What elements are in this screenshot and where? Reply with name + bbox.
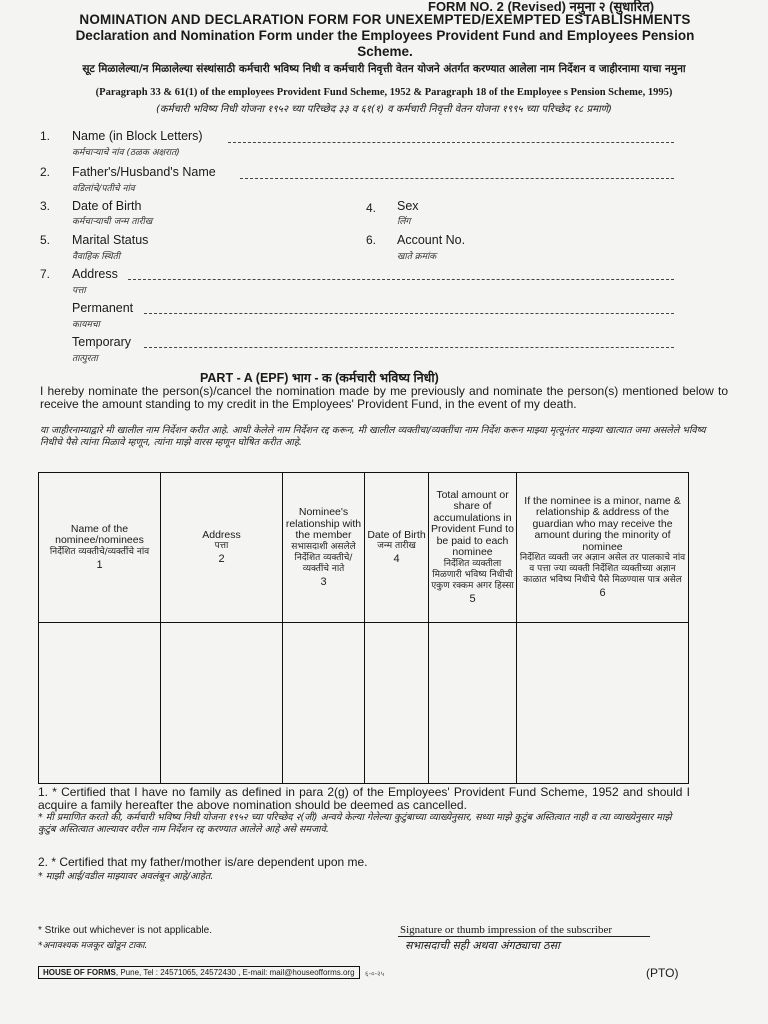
field-number: 7.: [40, 267, 51, 281]
field-sublabel: पत्ता: [72, 286, 86, 296]
field-sublabel: लिंग: [397, 217, 411, 227]
header-label: Nominee's relationship with the member: [285, 506, 362, 541]
table-row: [39, 623, 689, 784]
paragraph-reference-marathi: (कर्मचारी भविष्य निधी योजना १९५२ च्या परिच्छेद ३३ व ६१(१) व कर्मचारी निवृत्ती वेतन योजना १९९५ च्या परिच्छेद १८ प्रमाणे): [156, 104, 612, 115]
column-number: 2: [218, 553, 225, 565]
field-number: 3.: [40, 199, 51, 213]
nominee-table: [38, 472, 689, 784]
column-number: 5: [469, 592, 476, 605]
field-sublabel: कर्मचाऱ्याचे नांव (ठळक अक्षरात): [72, 148, 180, 158]
header-label-marathi: निर्देशित व्यक्तीला मिळणारी भविष्य निधीची एकुण रक्कम अगर हिस्सा: [431, 558, 514, 591]
header-label-marathi: जन्म तारीख: [377, 541, 416, 551]
nomination-statement: I hereby nominate the person(s)/cancel the nomination made by me previously and nominate the person(s) mentioned below to receive the amount standing to my credit in the Employees' Provident Fund, in the event of my death.: [40, 384, 728, 411]
field-sublabel: कर्मचाऱ्याची जन्म तारीख: [72, 217, 153, 227]
field-sublabel: वडिलांचे/पतीचे नांव: [72, 184, 135, 194]
strike-out-note-marathi: *अनावश्यक मजकूर खोडून टाका.: [38, 941, 148, 951]
header-label: Address: [202, 528, 241, 541]
table-header-row: [39, 473, 689, 623]
name-input-line[interactable]: [228, 142, 674, 143]
field-sublabel: कायमचा: [72, 320, 100, 330]
certification-1-marathi: * मी प्रमाणित करतो की, कर्मचारी भविष्य निधी योजना १९५२ च्या परिच्छेद २(जी) अन्वये केल्या गेलेल्या कुटुंबाच्या व्याख्येनुसार, सध्या माझे कुटुंब अस्तित्वात नाही व त्या व्याख्येनुसार माझे कुटुंब अस्तित्वात आल्यावर वरील नाम निर्देशन रद्द करण्यात आलेले आहे असे समजावे.: [38, 812, 672, 835]
header-label-marathi: सभासदाशी असलेले निर्देशित व्यक्तीचे/व्यक्तींचे नाते: [291, 541, 356, 574]
field-label: Name (in Block Letters): [72, 129, 203, 143]
field-label: Date of Birth: [72, 199, 142, 213]
field-number: 4.: [366, 201, 377, 215]
column-header-guardian: [517, 473, 689, 623]
address-cell[interactable]: [161, 623, 283, 784]
part-a-heading: PART - A (EPF) भाग - क (कर्मचारी भविष्य निधी): [200, 371, 439, 385]
field-sublabel: खाते क्रमांक: [397, 252, 437, 262]
publisher-imprint: [38, 966, 360, 979]
header-label: Date of Birth: [367, 528, 426, 541]
father-name-input-line[interactable]: [240, 178, 674, 179]
certification-1: 1. * Certified that I have no family as defined in para 2(g) of the Employees' Provident Fund Scheme, 1952 and should I acquire a family hereafter the above nomination should be deemed as cancelled.: [38, 785, 690, 812]
form-subtitle: Declaration and Nomination Form under the Employees Provident Fund and Employees Pension Scheme.: [75, 28, 695, 59]
field-number: 5.: [40, 233, 51, 247]
paragraph-reference: (Paragraph 33 & 61(1) of the employees Provident Fund Scheme, 1952 & Paragraph 18 of the Employee s Pension Scheme, 1995): [95, 87, 673, 98]
please-turn-over: (PTO): [646, 966, 679, 980]
header-label-marathi: पत्ता: [214, 541, 229, 551]
publisher-name: HOUSE OF FORMS: [43, 968, 116, 977]
column-header-nominee-name: [39, 473, 161, 623]
certification-2-marathi: * माझी आई/वडील माझ्यावर अवलंबून आहे/आहेत.: [38, 871, 214, 882]
header-label: Total amount or share of accumulations in Provident Fund to be paid to each nominee: [431, 488, 514, 559]
header-label-marathi: निर्देशित व्यक्तीचे/व्यक्तींचे नांव: [49, 546, 150, 557]
temporary-address-input-line[interactable]: [144, 347, 674, 348]
header-label: Name of the nominee/nominees: [55, 522, 144, 547]
column-number: 1: [96, 558, 103, 571]
address-input-line[interactable]: [128, 279, 674, 280]
field-label: Father's/Husband's Name: [72, 165, 216, 179]
permanent-address-input-line[interactable]: [144, 313, 674, 314]
form-title: NOMINATION AND DECLARATION FORM FOR UNEXEMPTED/EXEMPTED ESTABLISHMENTS: [79, 12, 691, 27]
column-number: 4: [393, 553, 400, 565]
column-header-date-of-birth: [365, 473, 429, 623]
relationship-cell[interactable]: [283, 623, 365, 784]
column-header-relationship: [283, 473, 365, 623]
form-number: FORM NO. 2 (Revised) नमुना २ (सुधारित): [428, 0, 655, 14]
certification-2: 2. * Certified that my father/mother is/are dependent upon me.: [38, 855, 368, 869]
guardian-cell[interactable]: [517, 623, 689, 784]
field-sublabel: वैवाहिक स्थिती: [72, 252, 121, 262]
field-label: Temporary: [72, 335, 132, 349]
field-sublabel: तात्पुरता: [72, 354, 98, 364]
strike-out-note: * Strike out whichever is not applicable.: [38, 925, 212, 936]
column-number: 3: [320, 575, 327, 588]
field-label: Permanent: [72, 301, 134, 315]
header-label: If the nominee is a minor, name & relationship & address of the guardian who may receive the amount during the minority of nominee: [524, 494, 681, 553]
signature-label: Signature or thumb impression of the subscriber: [400, 924, 613, 936]
field-label: Account No.: [397, 233, 466, 247]
field-number: 6.: [366, 233, 377, 247]
marathi-title: सूट मिळालेल्या/न मिळालेल्या संस्थांसाठी कर्मचारी भविष्य निधी व कर्मचारी निवृत्ती वेतन योजने अंतर्गत करण्यात आलेला नाम निर्देशन व जाहीरनामा याचा नमुना: [82, 63, 686, 75]
field-label: Address: [72, 267, 118, 281]
field-label: Marital Status: [72, 233, 149, 247]
publisher-details: , Pune, Tel : 24571065, 24572430 , E-mail: mail@houseofforms.org: [115, 968, 355, 977]
date-of-birth-cell[interactable]: [365, 623, 429, 784]
signature-line[interactable]: [398, 936, 650, 937]
column-header-address: [161, 473, 283, 623]
field-number: 2.: [40, 165, 51, 179]
print-code: ६-०-२५: [365, 971, 385, 978]
share-cell[interactable]: [429, 623, 517, 784]
nominee-name-cell[interactable]: [39, 623, 161, 784]
nomination-statement-marathi: या जाहीरनाम्याद्वारे मी खालील नाम निर्देशन करीत आहे. आधी केलेले नाम निर्देशन रद्द करून, मी खालील व्यक्तीचा/व्यक्तींचा नाम निर्देश करून माझ्या मृत्यूनंतर माझ्या खात्यात जमा असलेले भविष्य निधीचे पैसे त्यांना मिळावे म्हणून, त्यांना माझे वारस म्हणून घोषित करीत आहे.: [40, 425, 706, 448]
header-label-marathi: निर्देशित व्यक्ती जर अज्ञान असेल तर पालकाचे नांव व पत्ता ज्या व्यक्ती निर्देशित व्यक्तीच्या अज्ञान काळात भविष्य निधीचे पैसे मिळण्यास पात्र असेल: [519, 553, 686, 585]
field-label: Sex: [397, 199, 419, 213]
column-header-share: [429, 473, 517, 623]
column-number: 6: [599, 587, 606, 599]
field-number: 1.: [40, 129, 51, 143]
signature-label-marathi: सभासदाची सही अथवा अंगठ्याचा ठसा: [405, 939, 560, 952]
